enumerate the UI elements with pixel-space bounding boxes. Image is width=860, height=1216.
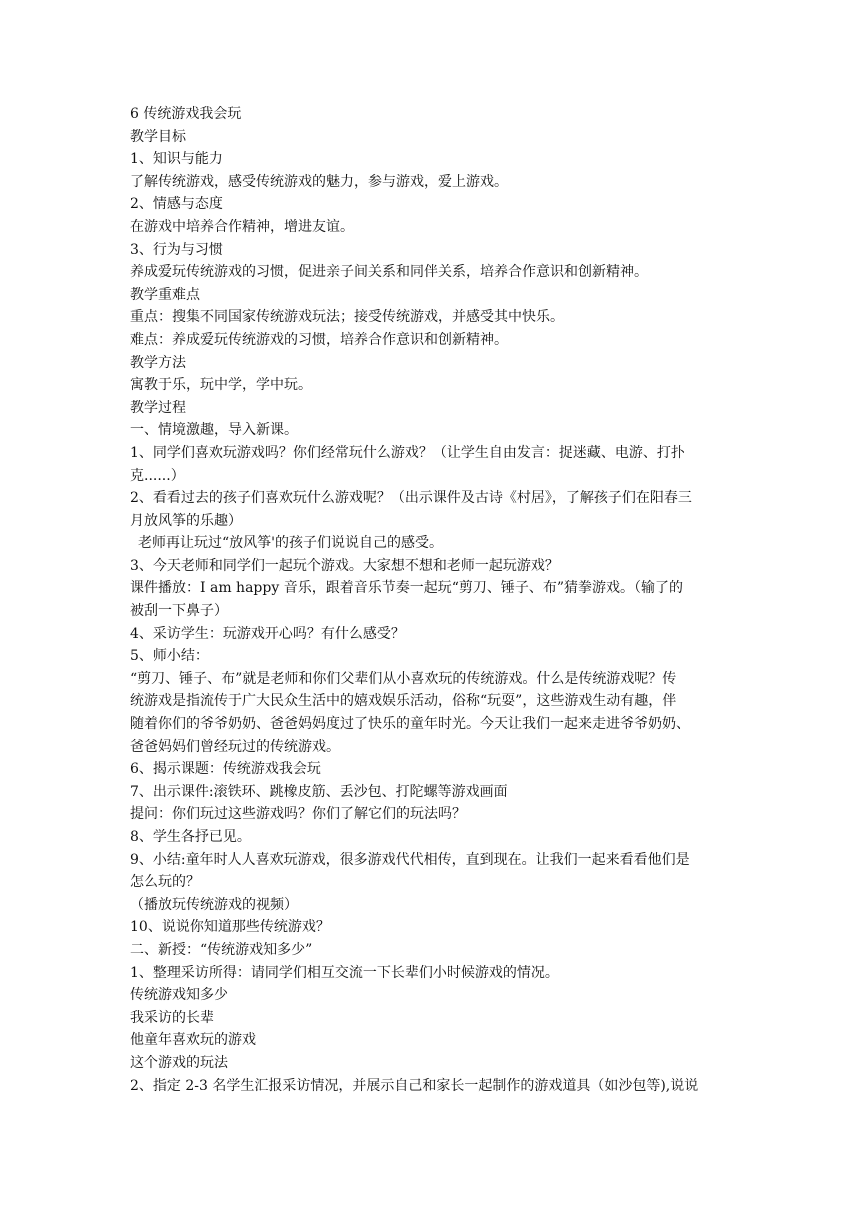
- paragraph-line: 怎么玩的？: [130, 874, 200, 891]
- paragraph-line: 统游戏是指流传于广大民众生活中的嬉戏娱乐活动，俗称“玩耍”，这些游戏生动有趣，伴: [130, 693, 677, 710]
- paragraph-line: 4、采访学生：玩游戏开心吗？有什么感受？: [130, 625, 405, 642]
- paragraph-line: 难点：养成爱玩传统游戏的习惯，培养合作意识和创新精神。: [130, 331, 508, 348]
- paragraph-line: 传统游戏知多少: [130, 987, 228, 1004]
- paragraph-line: 这个游戏的玩法: [130, 1054, 228, 1071]
- paragraph-line: 提问：你们玩过这些游戏吗？你们了解它们的玩法吗？: [130, 806, 466, 823]
- paragraph-line: 1、同学们喜欢玩游戏吗？你们经常玩什么游戏？（让学生自由发言：捉迷藏、电游、打扑: [130, 444, 685, 461]
- subsection-heading: 一、情境激趣，导入新课。: [130, 422, 298, 439]
- paragraph-line: 在游戏中培养合作精神，增进友谊。: [130, 218, 354, 235]
- paragraph-line: 课件播放：I am happy 音乐，跟着音乐节奏一起玩“剪刀、锤子、布”猜拳游戏。（输了的: [130, 580, 684, 597]
- paragraph-line: “剪刀、锤子、布”就是老师和你们父辈们从小喜欢玩的传统游戏。什么是传统游戏呢？传: [130, 670, 677, 687]
- subsection-heading: 2、情感与态度: [130, 196, 223, 213]
- paragraph-line: 他童年喜欢玩的游戏: [130, 1032, 256, 1049]
- section-heading: 教学过程: [130, 399, 186, 416]
- paragraph-line: 9、小结:童年时人人喜欢玩游戏，很多游戏代代相传，直到现在。让我们一起来看看他们是: [130, 851, 690, 868]
- subsection-heading: 3、行为与习惯: [130, 241, 223, 258]
- paragraph-line: 月放风筝的乐趣）: [130, 512, 242, 529]
- paragraph-line: 老师再让玩过“放风筝'的孩子们说说自己的感受。: [138, 535, 444, 552]
- paragraph-line: 被刮一下鼻子）: [130, 603, 228, 620]
- paragraph-line: 1、整理采访所得：请同学们相互交流一下长辈们小时候游戏的情况。: [130, 964, 559, 981]
- subsection-heading: 二、新授：“传统游戏知多少”: [130, 941, 313, 958]
- paragraph-line: 7、出示课件:滚铁环、跳橡皮筋、丢沙包、打陀螺等游戏画面: [130, 783, 508, 800]
- paragraph-line: 10、说说你知道那些传统游戏？: [130, 919, 330, 936]
- lesson-title: 6 传统游戏我会玩: [130, 106, 242, 122]
- section-heading: 教学目标: [130, 128, 186, 145]
- paragraph-line: 6、揭示课题：传统游戏我会玩: [130, 761, 321, 778]
- paragraph-line: 2、指定 2-3 名学生汇报采访情况，并展示自己和家长一起制作的游戏道具（如沙包等),说说: [130, 1077, 699, 1094]
- paragraph-line: 寓教于乐，玩中学，学中玩。: [130, 377, 312, 394]
- paragraph-line: 养成爱玩传统游戏的习惯，促进亲子间关系和同伴关系，培养合作意识和创新精神。: [130, 264, 648, 281]
- paragraph-line: 8、学生各抒已见。: [130, 829, 251, 845]
- document-page: [130, 103, 740, 1097]
- paragraph-line: 随着你们的爷爷奶奶、爸爸妈妈度过了快乐的童年时光。今天让我们一起来走进爷爷奶奶、: [130, 716, 690, 733]
- paragraph-line: 我采访的长辈: [130, 1009, 214, 1026]
- section-heading: 教学重难点: [130, 286, 200, 303]
- paragraph-line: （播放玩传统游戏的视频）: [130, 896, 298, 913]
- paragraph-line: 2、看看过去的孩子们喜欢玩什么游戏呢？（出示课件及古诗《村居》，了解孩子们在阳春三: [130, 490, 692, 507]
- paragraph-line: 爸爸妈妈们曾经玩过的传统游戏。: [130, 738, 340, 755]
- section-heading: 教学方法: [130, 354, 186, 371]
- paragraph-line: 重点：搜集不同国家传统游戏玩法；接受传统游戏，并感受其中快乐。: [130, 309, 564, 326]
- paragraph-line: 克......）: [130, 467, 185, 484]
- paragraph-line: 5、师小结：: [130, 648, 209, 665]
- subsection-heading: 1、知识与能力: [130, 151, 223, 168]
- paragraph-line: 了解传统游戏，感受传统游戏的魅力，参与游戏，爱上游戏。: [130, 173, 508, 190]
- paragraph-line: 3、今天老师和同学们一起玩个游戏。大家想不想和老师一起玩游戏？: [130, 557, 559, 574]
